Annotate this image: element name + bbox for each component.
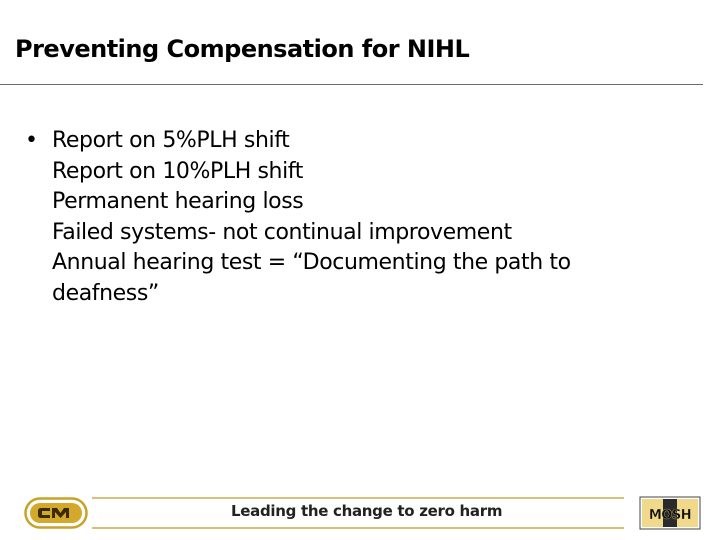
bullet-text [52,126,665,309]
footer-rule-top [92,497,624,499]
slide-body [25,126,665,309]
bullet-marker: • [25,128,38,153]
bullet-line: Report on 10%PLH shift [52,158,303,184]
title-divider [0,84,703,85]
bullet-line: deafness” [52,280,159,306]
mosh-logo [639,496,701,530]
bullet-line: Failed systems- not continual improvement [52,219,512,245]
footer-rule-bottom [92,527,624,529]
cm-logo [24,497,88,529]
bullet-item [25,126,665,309]
svg-text:MOSH: MOSH [648,508,692,523]
bullet-line: Report on 5%PLH shift [52,128,290,153]
footer-tagline: Leading the change to zero harm [231,502,503,520]
bullet-line: Annual hearing test = “Documenting the path to [52,250,571,275]
bullet-line: Permanent hearing loss [52,189,304,214]
slide-title: Preventing Compensation for NIHL [15,35,470,63]
